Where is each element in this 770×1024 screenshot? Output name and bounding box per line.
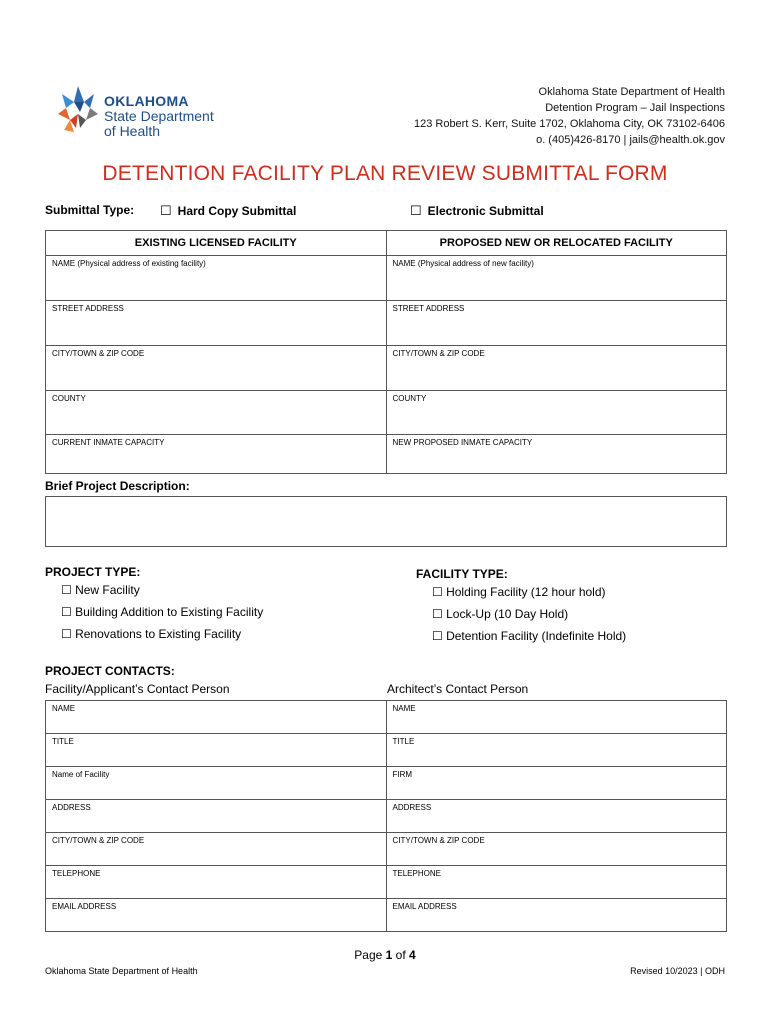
checkbox-icon[interactable]: ☐ bbox=[160, 203, 172, 218]
facility-type-label: FACILITY TYPE: bbox=[416, 567, 508, 581]
description-label: Brief Project Description: bbox=[45, 479, 190, 493]
footer-revision: Revised 10/2023 | ODH bbox=[630, 966, 725, 976]
contact-field[interactable]: NAME bbox=[46, 701, 387, 734]
header-address bbox=[414, 84, 725, 148]
description-input[interactable] bbox=[45, 496, 727, 547]
electronic-option[interactable] bbox=[410, 203, 544, 219]
logo-line-3: of Health bbox=[104, 123, 161, 139]
page-current: 1 bbox=[385, 948, 393, 962]
applicant-contact-heading: Facility/Applicant’s Contact Person bbox=[45, 682, 230, 696]
facility-field[interactable]: COUNTY bbox=[46, 391, 387, 435]
address-line: 123 Robert S. Kerr, Suite 1702, Oklahoma City, OK 73102-6406 bbox=[413, 118, 725, 130]
contact-field[interactable]: EMAIL ADDRESS bbox=[386, 899, 727, 932]
contact-field[interactable]: FIRM bbox=[386, 767, 727, 800]
address-line: Detention Program – Jail Inspections bbox=[545, 102, 725, 114]
facility-field[interactable]: STREET ADDRESS bbox=[46, 301, 387, 346]
contact-field[interactable]: EMAIL ADDRESS bbox=[46, 899, 387, 932]
contact-field[interactable]: CITY/TOWN & ZIP CODE bbox=[46, 833, 387, 866]
facility-field[interactable]: STREET ADDRESS bbox=[386, 301, 727, 346]
contact-field[interactable]: TITLE bbox=[386, 734, 727, 767]
facility-field[interactable]: NEW PROPOSED INMATE CAPACITY bbox=[386, 435, 727, 474]
facility-field[interactable]: COUNTY bbox=[386, 391, 727, 435]
page-total: 4 bbox=[409, 948, 416, 962]
contact-field[interactable]: TELEPHONE bbox=[386, 866, 727, 899]
contact-field[interactable]: ADDRESS bbox=[386, 800, 727, 833]
facility-field[interactable]: CURRENT INMATE CAPACITY bbox=[46, 435, 387, 474]
osdh-logo bbox=[54, 84, 224, 140]
facility-table bbox=[45, 230, 727, 474]
hard-copy-option[interactable] bbox=[160, 203, 296, 219]
page-number bbox=[0, 948, 770, 962]
existing-facility-header: EXISTING LICENSED FACILITY bbox=[46, 231, 387, 256]
contact-field[interactable]: ADDRESS bbox=[46, 800, 387, 833]
facility-field[interactable]: NAME (Physical address of existing facility) bbox=[46, 256, 387, 301]
project-type-label: PROJECT TYPE: bbox=[45, 565, 141, 579]
hard-copy-label: Hard Copy Submittal bbox=[177, 204, 297, 218]
address-line: o. (405)426-8170 | jails@health.ok.gov bbox=[536, 134, 725, 146]
facility-type-option[interactable]: ☐ Detention Facility (Indefinite Hold) bbox=[432, 629, 627, 643]
project-type-option[interactable]: ☐ New Facility bbox=[61, 583, 140, 597]
electronic-label: Electronic Submittal bbox=[427, 204, 544, 218]
project-type-option[interactable]: ☐ Building Addition to Existing Facility bbox=[61, 605, 264, 619]
facility-type-option[interactable]: ☐ Lock-Up (10 Day Hold) bbox=[432, 607, 569, 621]
submittal-type-label: Submittal Type: bbox=[45, 203, 135, 217]
project-type-option[interactable]: ☐ Renovations to Existing Facility bbox=[61, 627, 242, 641]
facility-field[interactable]: NAME (Physical address of new facility) bbox=[386, 256, 727, 301]
contact-field[interactable]: Name of Facility bbox=[46, 767, 387, 800]
form-title: DETENTION FACILITY PLAN REVIEW SUBMITTAL FORM bbox=[102, 162, 668, 185]
address-line: Oklahoma State Department of Health bbox=[538, 86, 725, 98]
facility-field[interactable]: CITY/TOWN & ZIP CODE bbox=[46, 346, 387, 391]
contact-field[interactable]: TITLE bbox=[46, 734, 387, 767]
project-type-options bbox=[61, 579, 263, 645]
facility-type-option[interactable]: ☐ Holding Facility (12 hour hold) bbox=[432, 585, 606, 599]
logo-line-1: OKLAHOMA bbox=[104, 93, 189, 109]
page-mid: of bbox=[392, 948, 410, 962]
footer-agency: Oklahoma State Department of Health bbox=[45, 966, 198, 976]
page-prefix: Page bbox=[354, 948, 386, 962]
contact-field[interactable]: NAME bbox=[386, 701, 727, 734]
contacts-table bbox=[45, 700, 727, 932]
facility-field[interactable]: CITY/TOWN & ZIP CODE bbox=[386, 346, 727, 391]
osdh-star-icon bbox=[54, 84, 102, 140]
contact-field[interactable]: TELEPHONE bbox=[46, 866, 387, 899]
project-contacts-label: PROJECT CONTACTS: bbox=[45, 664, 175, 678]
checkbox-icon[interactable]: ☐ bbox=[410, 203, 422, 218]
logo-line-2: State Department bbox=[104, 108, 214, 124]
contact-field[interactable]: CITY/TOWN & ZIP CODE bbox=[386, 833, 727, 866]
architect-contact-heading: Architect’s Contact Person bbox=[387, 682, 529, 696]
proposed-facility-header: PROPOSED NEW OR RELOCATED FACILITY bbox=[386, 231, 727, 256]
facility-type-options bbox=[432, 581, 626, 647]
